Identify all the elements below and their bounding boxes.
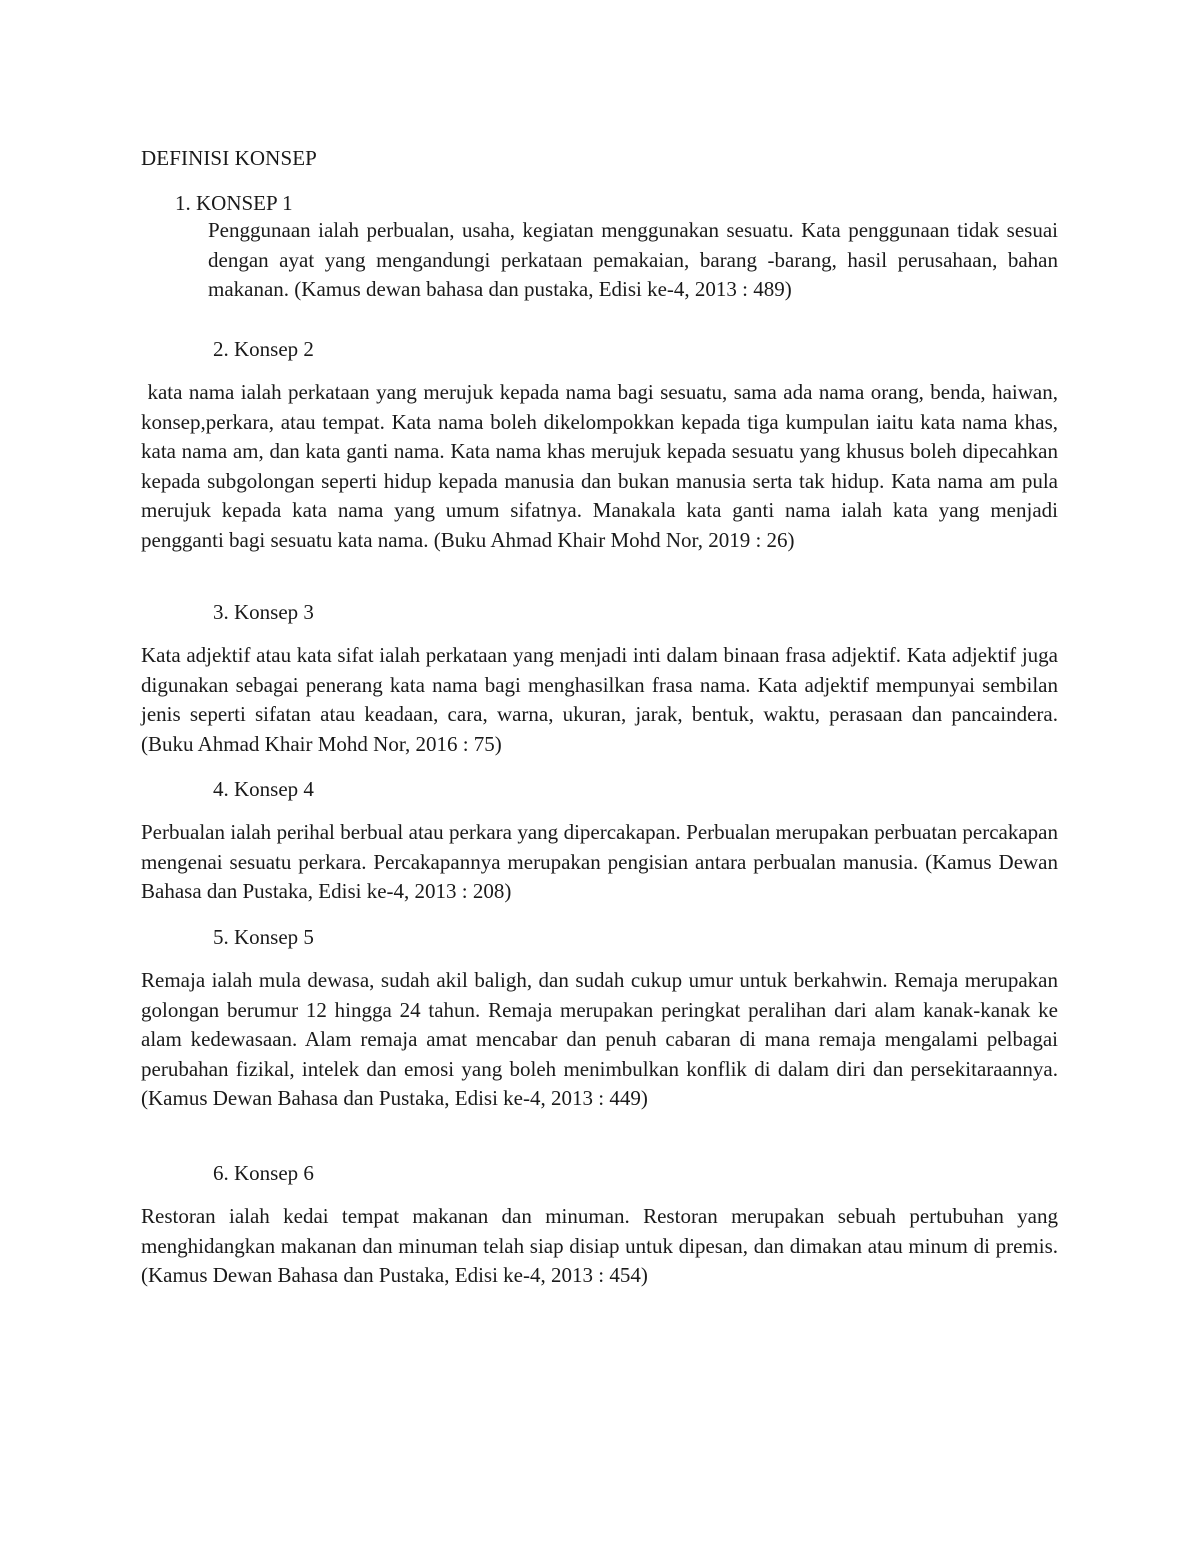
document-title: DEFINISI KONSEP — [141, 146, 317, 170]
section-3-heading: 3. Konsep 3 — [213, 600, 314, 624]
section-1-heading: 1. KONSEP 1 — [175, 191, 293, 215]
section-2-heading: 2. Konsep 2 — [213, 337, 314, 361]
section-4-body: Perbualan ialah perihal berbual atau perkara yang dipercakapan. Perbualan merupakan perbuatan percakapan mengenai sesuatu perkara. Percakapannya merupakan pengisian antara perbualan manusia. (Kamus Dewan Bahasa dan Pustaka, Edisi ke-4, 2013 : 208) — [141, 820, 1058, 903]
section-3-body: Kata adjektif atau kata sifat ialah perkataan yang menjadi inti dalam binaan frasa adjektif. Kata adjektif juga digunakan sebagai penerang kata nama bagi menghasilkan frasa nama. Kata adjektif mempunyai sembilan jenis seperti sifatan atau keadaan, cara, warna, ukuran, jarak, bentuk, waktu, perasaan dan pancaindera. (Buku Ahmad Khair Mohd Nor, 2016 : 75) — [141, 643, 1058, 756]
section-2-body: kata nama ialah perkataan yang merujuk kepada nama bagi sesuatu, sama ada nama orang, benda, haiwan, konsep,perkara, atau tempat. Kata nama boleh dikelompokkan kepada tiga kumpulan iaitu kata nama khas, kata nama am, dan kata ganti nama. Kata nama khas merujuk kepada sesuatu yang khusus boleh dipecahkan kepada subgolongan seperti hidup kepada manusia dan bukan manusia serta tak hidup. Kata nama am pula merujuk kepada kata nama yang umum sifatnya. Manakala kata ganti nama ialah kata yang menjadi pengganti bagi sesuatu kata nama. (Buku Ahmad Khair Mohd Nor, 2019 : 26) — [141, 380, 1064, 552]
section-4-heading: 4. Konsep 4 — [213, 777, 314, 801]
section-6-heading: 6. Konsep 6 — [213, 1161, 314, 1185]
section-5-heading: 5. Konsep 5 — [213, 925, 314, 949]
section-5-body: Remaja ialah mula dewasa, sudah akil baligh, dan sudah cukup umur untuk berkahwin. Remaja merupakan golongan berumur 12 hingga 24 tahun. Remaja merupakan peringkat peralihan dari alam kanak-kanak ke alam kedewasaan. Alam remaja amat mencabar dan penuh cabaran di mana remaja mengalami pelbagai perubahan fizikal, intelek dan emosi yang boleh menimbulkan konflik di dalam diri dan persekitaraannya. (Kamus Dewan Bahasa dan Pustaka, Edisi ke-4, 2013 : 449) — [141, 968, 1058, 1110]
section-6-body: Restoran ialah kedai tempat makanan dan minuman. Restoran merupakan sebuah pertubuhan yang menghidangkan makanan dan minuman telah siap disiap untuk dipesan, dan dimakan atau minum di premis. (Kamus Dewan Bahasa dan Pustaka, Edisi ke-4, 2013 : 454) — [141, 1204, 1058, 1287]
section-1-body: Penggunaan ialah perbualan, usaha, kegiatan menggunakan sesuatu. Kata penggunaan tidak sesuai dengan ayat yang mengandungi perkataan pemakaian, barang -barang, hasil perusahaan, bahan makanan. (Kamus dewan bahasa dan pustaka, Edisi ke-4, 2013 : 489) — [208, 218, 1058, 301]
